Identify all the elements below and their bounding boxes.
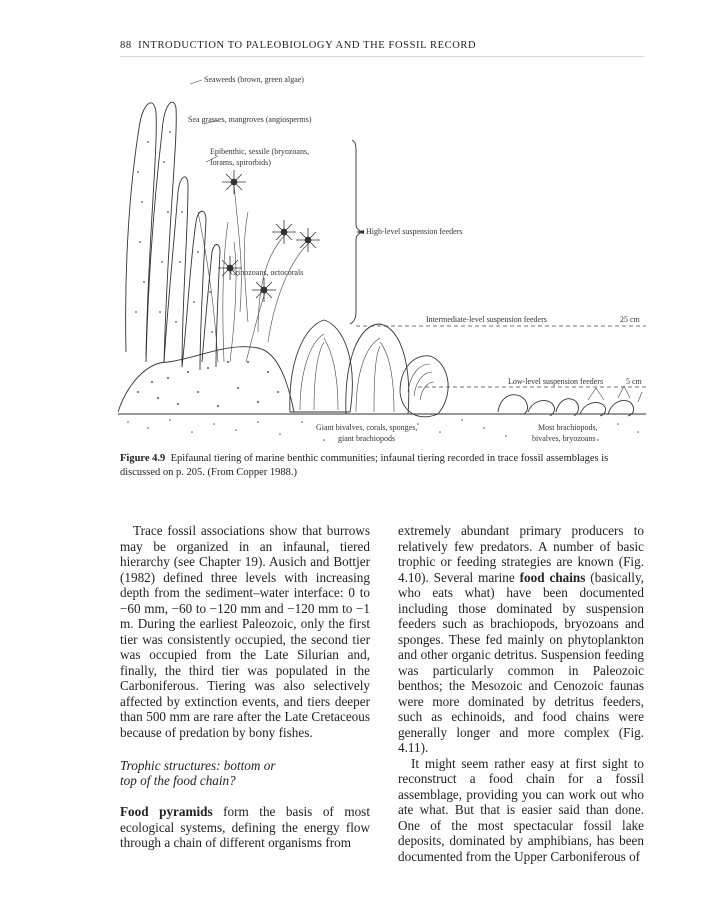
label-giant-line2: giant brachiopods <box>338 434 396 443</box>
crinoid-crowns <box>218 170 320 302</box>
right-paragraph-1-text-a: extremely abundant primary producers to relatively few predators. A number of basic trophic or feeding strategies are known (Fig. 4.10). Several marine <box>398 523 644 585</box>
page-number: 88 <box>120 40 132 51</box>
label-giant-line1: Giant bivalves, corals, sponges, <box>316 423 418 432</box>
left-column <box>120 523 370 851</box>
right-paragraph-2: It might seem rather easy at first sight to reconstruct a food chain for a fossil assemblage, providing you can work out who ate what. But that is easier said than done. One of the most spectacular fossil lake deposits, dominated by amphibians, has been documented from the Upper Carboniferous of <box>398 755 644 864</box>
left-paragraph-2-text: form the basis of most ecological systems, defining the energy flow through a chain of different organisms from <box>120 804 370 850</box>
label-seagrasses: Sea grasses, mangroves (angiosperms) <box>188 115 312 124</box>
label-most-line2: bivalves, bryozoans <box>532 434 596 443</box>
label-most-line1: Most brachiopods, <box>538 423 598 432</box>
low-level-benthos <box>498 386 642 416</box>
label-intermediate-height: 25 cm <box>620 315 640 324</box>
subheading-line1: Trophic structures: bottom or <box>120 758 276 773</box>
left-paragraph-2 <box>120 804 370 851</box>
caption-label: Figure 4.9 <box>120 453 166 464</box>
term-food-chains: food chains <box>519 569 586 585</box>
running-head <box>120 40 476 51</box>
right-column <box>398 523 644 864</box>
label-high-level: High-level suspension feeders <box>366 227 463 236</box>
subheading-line2: top of the food chain? <box>120 773 236 788</box>
caption-text: Epifaunal tiering of marine benthic communities; infaunal tiering recorded in trace fossil assemblages is discussed on p. 205. (From Copper 1988.) <box>120 453 609 478</box>
label-intermediate: Intermediate-level suspension feeders <box>426 315 547 324</box>
intermediate-bivalve <box>400 356 448 417</box>
right-paragraph-1 <box>398 523 644 756</box>
label-crinozoans: Crinozoans, octocorals <box>230 268 304 277</box>
figure-illustration <box>118 62 646 450</box>
running-title: INTRODUCTION TO PALEOBIOLOGY AND THE FOSSIL RECORD <box>138 40 477 51</box>
term-food-pyramids: Food pyramids <box>120 804 213 819</box>
seaweed-fronds <box>126 102 220 370</box>
header-rule <box>120 56 644 57</box>
label-low-level: Low-level suspension feeders <box>508 377 604 386</box>
figure-caption <box>120 452 644 480</box>
label-epibenthic-line2: forams, spirorbids) <box>210 158 271 167</box>
right-paragraph-1-text-b: (basically, who eats what) have been documented including those dominated by suspension feeders such as brachiopods, bryozoans and sponges. These fed mainly on phytoplankton and other organic detritus. Suspension feeding was particularly common in Paleozoic benthos; the Mesozoic and Cenozoic faunas were more dominated by detritus feeders, such as echinoids, and food chains were generally longer and more complex (Fig. 4.11). <box>398 569 644 755</box>
section-subheading <box>120 758 370 788</box>
label-seaweeds: Seaweeds (brown, green algae) <box>204 75 304 84</box>
giant-bivalves <box>290 320 409 414</box>
left-paragraph-1: Trace fossil associations show that burrows may be organized in an infaunal, tiered hierarchy (see Chapter 19). Ausich and Bottjer (1982) defined three levels with increasing depth from the sediment–water interface: 0 to −60 mm, −60 to −120 mm and −120 mm to −1 m. During the earliest Paleozoic, only the first tier was consistently occupied, the second tier was occupied from the Late Silurian and, finally, the third tier was populated in the Carboniferous. Tiering was also selectively affected by extinction events, and tiers deeper than 500 mm are rare after the Late Cretaceous because of predation by bony fishes. <box>120 523 370 740</box>
label-low-height: 5 cm <box>626 377 642 386</box>
coral-mound <box>118 347 294 412</box>
label-epibenthic-line1: Epibenthic, sessile (bryozoans, <box>210 147 310 156</box>
